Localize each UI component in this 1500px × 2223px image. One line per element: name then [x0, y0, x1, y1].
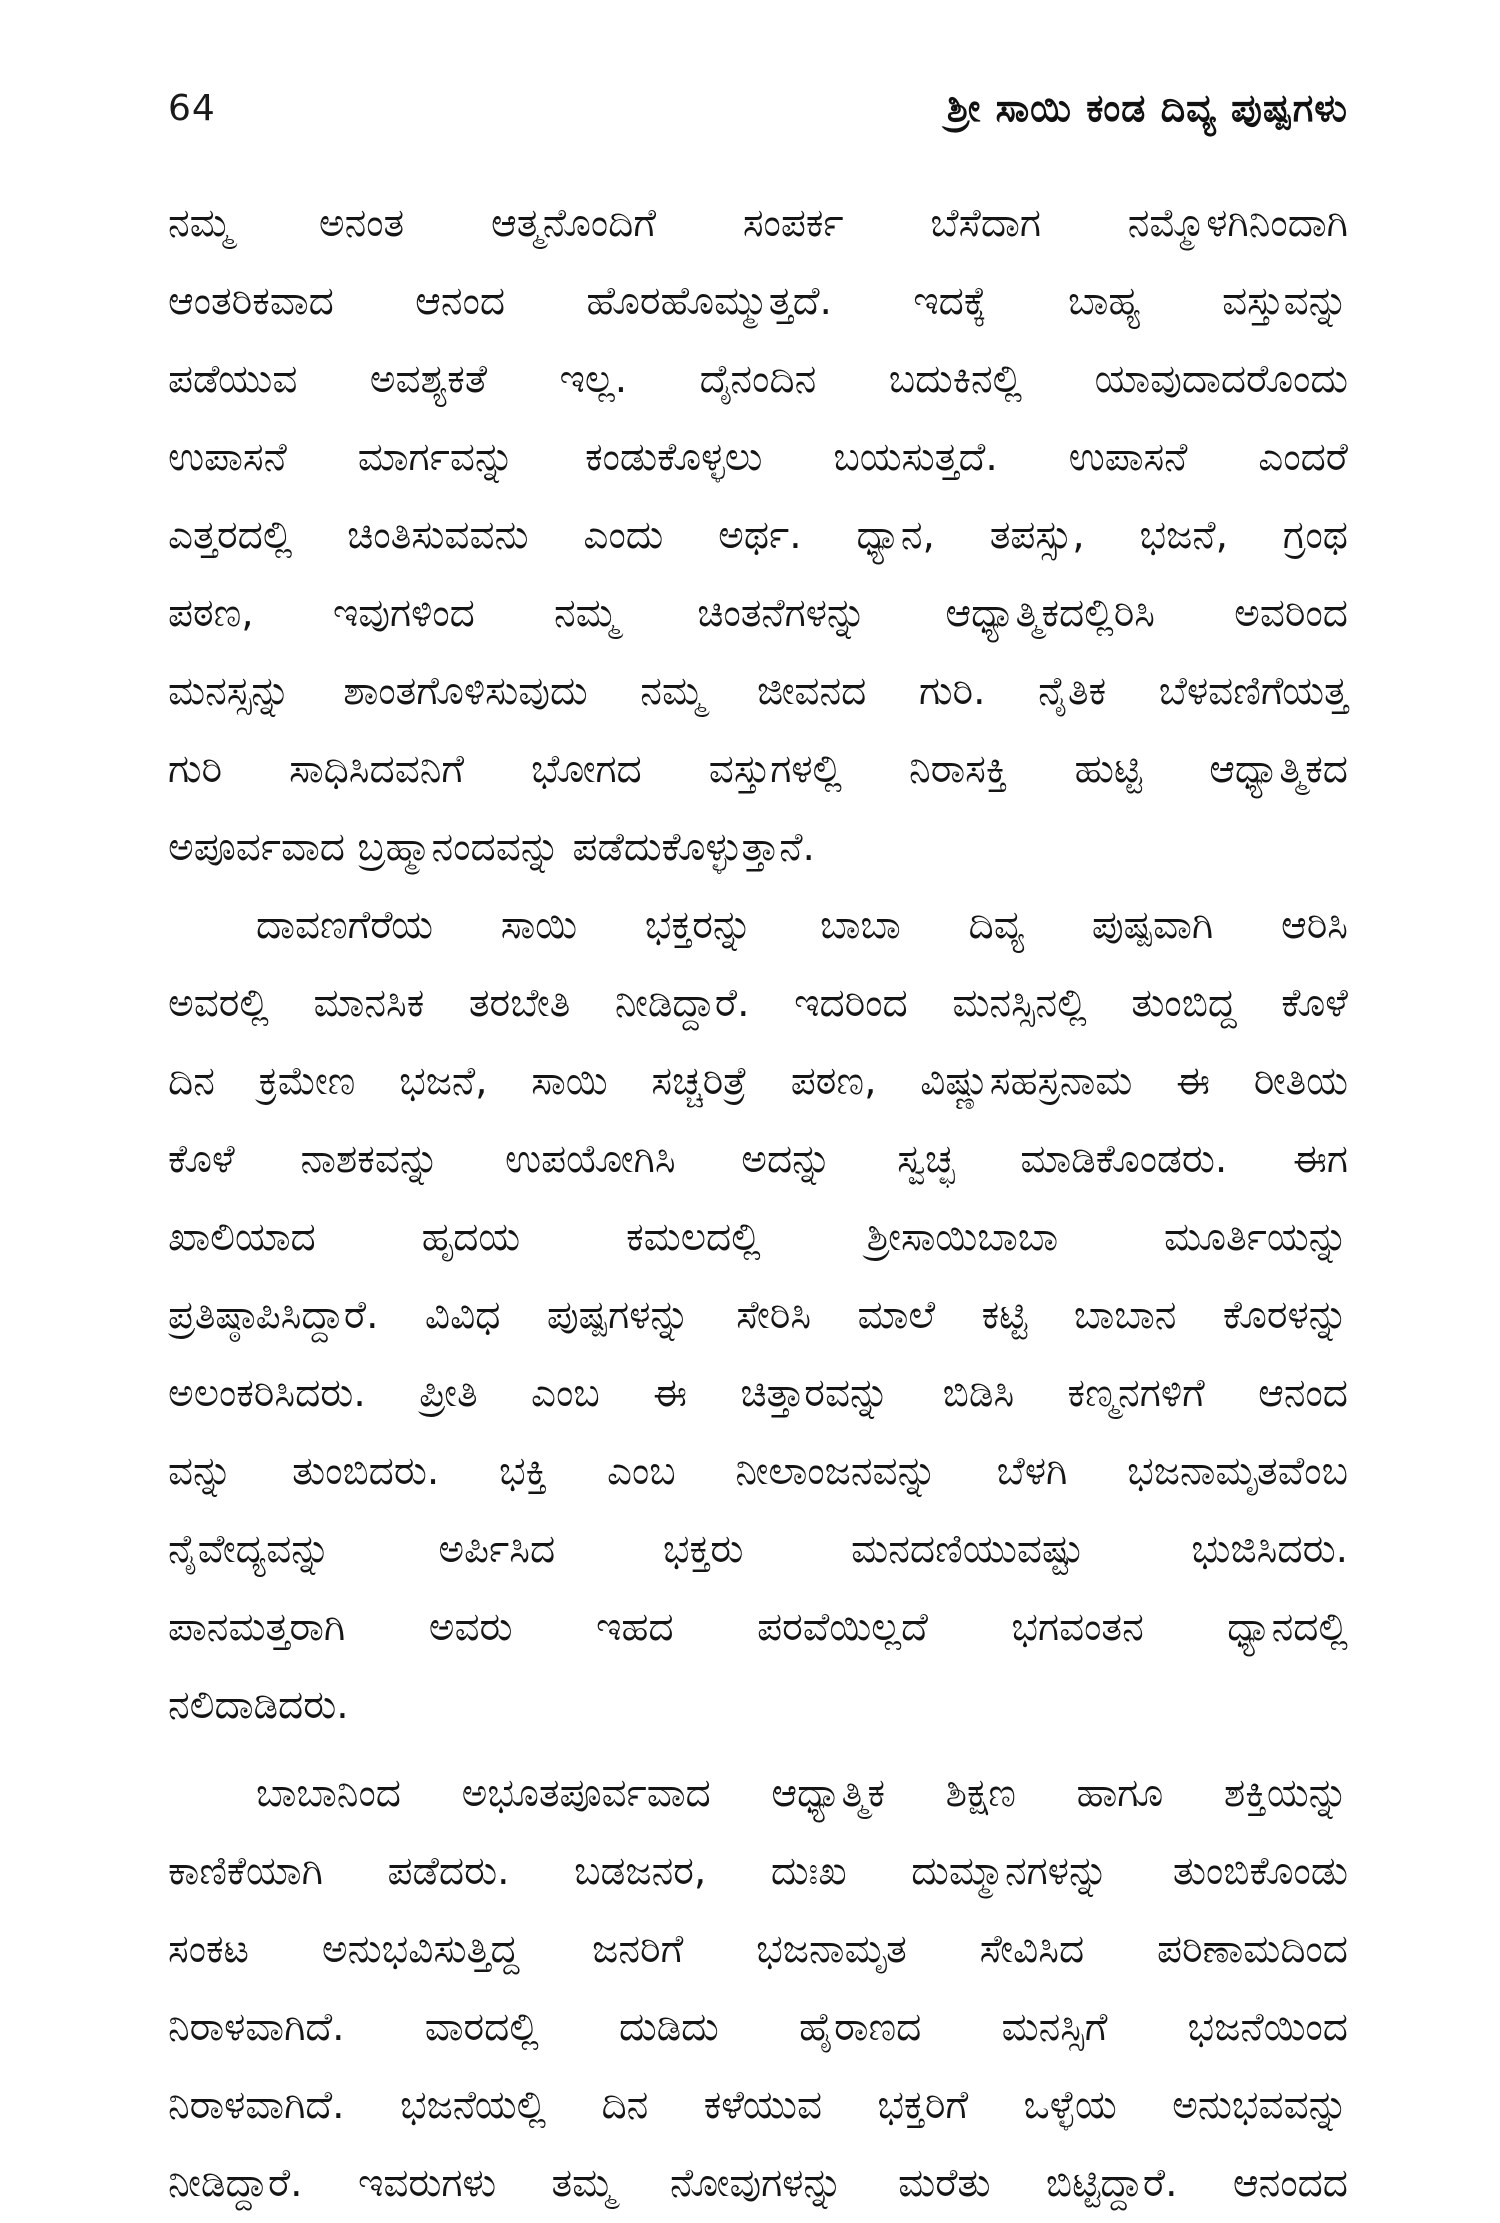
- page-header: [168, 78, 1348, 138]
- paragraph-1: [168, 185, 1348, 887]
- text-line: ನಲಿದಾಡಿದರು.: [168, 1683, 349, 1728]
- text-line: ಸಂಕಟ ಅನುಭವಿಸುತ್ತಿದ್ದ ಜನರಿಗೆ ಭಜನಾಮೃತ ಸೇವಿಸಿದ ಪರಿಣಾಮದಿಂದ: [168, 1927, 1348, 1972]
- text-line: ದಾವಣಗೆರೆಯ ಸಾಯಿ ಭಕ್ತರನ್ನು ಬಾಬಾ ದಿವ್ಯ ಪುಷ್ಪವಾಗಿ ಆರಿಸಿ: [256, 903, 1348, 948]
- text-line: ಪಡೆಯುವ ಅವಶ್ಯಕತೆ ಇಲ್ಲ. ದೈನಂದಿನ ಬದುಕಿನಲ್ಲಿ ಯಾವುದಾದರೊಂದು: [168, 357, 1348, 402]
- page-number: 64: [168, 87, 216, 129]
- text-line: ನಮ್ಮ ಅನಂತ ಆತ್ಮನೊಂದಿಗೆ ಸಂಪರ್ಕ ಬೆಸೆದಾಗ ನಮ್ಮೊಳಗಿನಿಂದಾಗಿ: [168, 201, 1348, 246]
- text-line: ಅಲಂಕರಿಸಿದರು. ಪ್ರೀತಿ ಎಂಬ ಈ ಚಿತ್ತಾರವನ್ನು ಬಿಡಿಸಿ ಕಣ್ಮನಗಳಿಗೆ ಆನಂದ: [168, 1371, 1348, 1416]
- text-line: ಕೊಳೆ ನಾಶಕವನ್ನು ಉಪಯೋಗಿಸಿ ಅದನ್ನು ಸ್ವಚ್ಛ ಮಾಡಿಕೊಂಡರು. ಈಗ: [168, 1137, 1348, 1182]
- text-line: ಗುರಿ ಸಾಧಿಸಿದವನಿಗೆ ಭೋಗದ ವಸ್ತುಗಳಲ್ಲಿ ನಿರಾಸಕ್ತಿ ಹುಟ್ಟಿ ಆಧ್ಯಾತ್ಮಿಕದ: [168, 747, 1348, 792]
- text-line: ನೀಡಿದ್ದಾರೆ. ಇವರುಗಳು ತಮ್ಮ ನೋವುಗಳನ್ನು ಮರೆತು ಬಿಟ್ಟಿದ್ದಾರೆ. ಆನಂದದ: [168, 2161, 1348, 2206]
- body-text: [168, 185, 1348, 2223]
- text-line: ನೈವೇದ್ಯವನ್ನು ಅರ್ಪಿಸಿದ ಭಕ್ತರು ಮನದಣಿಯುವಷ್ಟು ಭುಜಿಸಿದರು.: [168, 1527, 1348, 1572]
- text-line: ನಿರಾಳವಾಗಿದೆ. ಭಜನೆಯಲ್ಲಿ ದಿನ ಕಳೆಯುವ ಭಕ್ತರಿಗೆ ಒಳ್ಳೆಯ ಅನುಭವವನ್ನು: [168, 2083, 1348, 2128]
- text-line: ಪ್ರತಿಷ್ಠಾಪಿಸಿದ್ದಾರೆ. ವಿವಿಧ ಪುಷ್ಪಗಳನ್ನು ಸೇರಿಸಿ ಮಾಲೆ ಕಟ್ಟಿ ಬಾಬಾನ ಕೊರಳನ್ನು: [168, 1293, 1348, 1338]
- text-line: ಮನಸ್ಸನ್ನು ಶಾಂತಗೊಳಿಸುವುದು ನಮ್ಮ ಜೀವನದ ಗುರಿ. ನೈತಿಕ ಬೆಳವಣಿಗೆಯತ್ತ: [168, 669, 1348, 714]
- text-line: ಅವರಲ್ಲಿ ಮಾನಸಿಕ ತರಬೇತಿ ನೀಡಿದ್ದಾರೆ. ಇದರಿಂದ ಮನಸ್ಸಿನಲ್ಲಿ ತುಂಬಿದ್ದ ಕೊಳೆ: [168, 981, 1348, 1026]
- text-line: ಅಪೂರ್ವವಾದ ಬ್ರಹ್ಮಾನಂದವನ್ನು ಪಡೆದುಕೊಳ್ಳುತ್ತಾನೆ.: [168, 825, 815, 870]
- text-line: ದಿನ ಕ್ರಮೇಣ ಭಜನೆ, ಸಾಯಿ ಸಚ್ಚರಿತ್ರೆ ಪಠಣ, ವಿಷ್ಣುಸಹಸ್ರನಾಮ ಈ ರೀತಿಯ: [168, 1059, 1348, 1104]
- paragraph-2: [168, 887, 1348, 1745]
- text-line: ಪಠಣ, ಇವುಗಳಿಂದ ನಮ್ಮ ಚಿಂತನೆಗಳನ್ನು ಆಧ್ಯಾತ್ಮಿಕದಲ್ಲಿರಿಸಿ ಅವರಿಂದ: [168, 591, 1348, 636]
- text-line: ವನ್ನು ತುಂಬಿದರು. ಭಕ್ತಿ ಎಂಬ ನೀಲಾಂಜನವನ್ನು ಬೆಳಗಿ ಭಜನಾಮೃತವೆಂಬ: [168, 1449, 1348, 1494]
- text-line: ಎತ್ತರದಲ್ಲಿ ಚಿಂತಿಸುವವನು ಎಂದು ಅರ್ಥ. ಧ್ಯಾನ, ತಪಸ್ಸು, ಭಜನೆ, ಗ್ರಂಥ: [168, 513, 1348, 558]
- text-line: ಬಾಬಾನಿಂದ ಅಭೂತಪೂರ್ವವಾದ ಆಧ್ಯಾತ್ಮಿಕ ಶಿಕ್ಷಣ ಹಾಗೂ ಶಕ್ತಿಯನ್ನು: [256, 1771, 1348, 1816]
- text-line: ಖಾಲಿಯಾದ ಹೃದಯ ಕಮಲದಲ್ಲಿ ಶ್ರೀಸಾಯಿಬಾಬಾ ಮೂರ್ತಿಯನ್ನು: [168, 1215, 1348, 1260]
- paragraph-3: [168, 1755, 1348, 2223]
- text-line: ಪಾನಮತ್ತರಾಗಿ ಅವರು ಇಹದ ಪರವೆಯಿಲ್ಲದೆ ಭಗವಂತನ ಧ್ಯಾನದಲ್ಲಿ: [168, 1605, 1348, 1650]
- text-line: ಉಪಾಸನೆ ಮಾರ್ಗವನ್ನು ಕಂಡುಕೊಳ್ಳಲು ಬಯಸುತ್ತದೆ. ಉಪಾಸನೆ ಎಂದರೆ: [168, 435, 1348, 480]
- running-title: ಶ್ರೀ ಸಾಯಿ ಕಂಡ ದಿವ್ಯ ಪುಷ್ಪಗಳು: [946, 85, 1348, 130]
- text-line: ನಿರಾಳವಾಗಿದೆ. ವಾರದಲ್ಲಿ ದುಡಿದು ಹೈರಾಣದ ಮನಸ್ಸಿಗೆ ಭಜನೆಯಿಂದ: [168, 2005, 1348, 2050]
- text-line: ಕಾಣಿಕೆಯಾಗಿ ಪಡೆದರು. ಬಡಜನರ, ದುಃಖ ದುಮ್ಮಾನಗಳನ್ನು ತುಂಬಿಕೊಂಡು: [168, 1849, 1348, 1894]
- paragraph-gap: [168, 1745, 1348, 1755]
- text-line: ಆಂತರಿಕವಾದ ಆನಂದ ಹೊರಹೊಮ್ಮುತ್ತದೆ. ಇದಕ್ಕೆ ಬಾಹ್ಯ ವಸ್ತುವನ್ನು: [168, 279, 1348, 324]
